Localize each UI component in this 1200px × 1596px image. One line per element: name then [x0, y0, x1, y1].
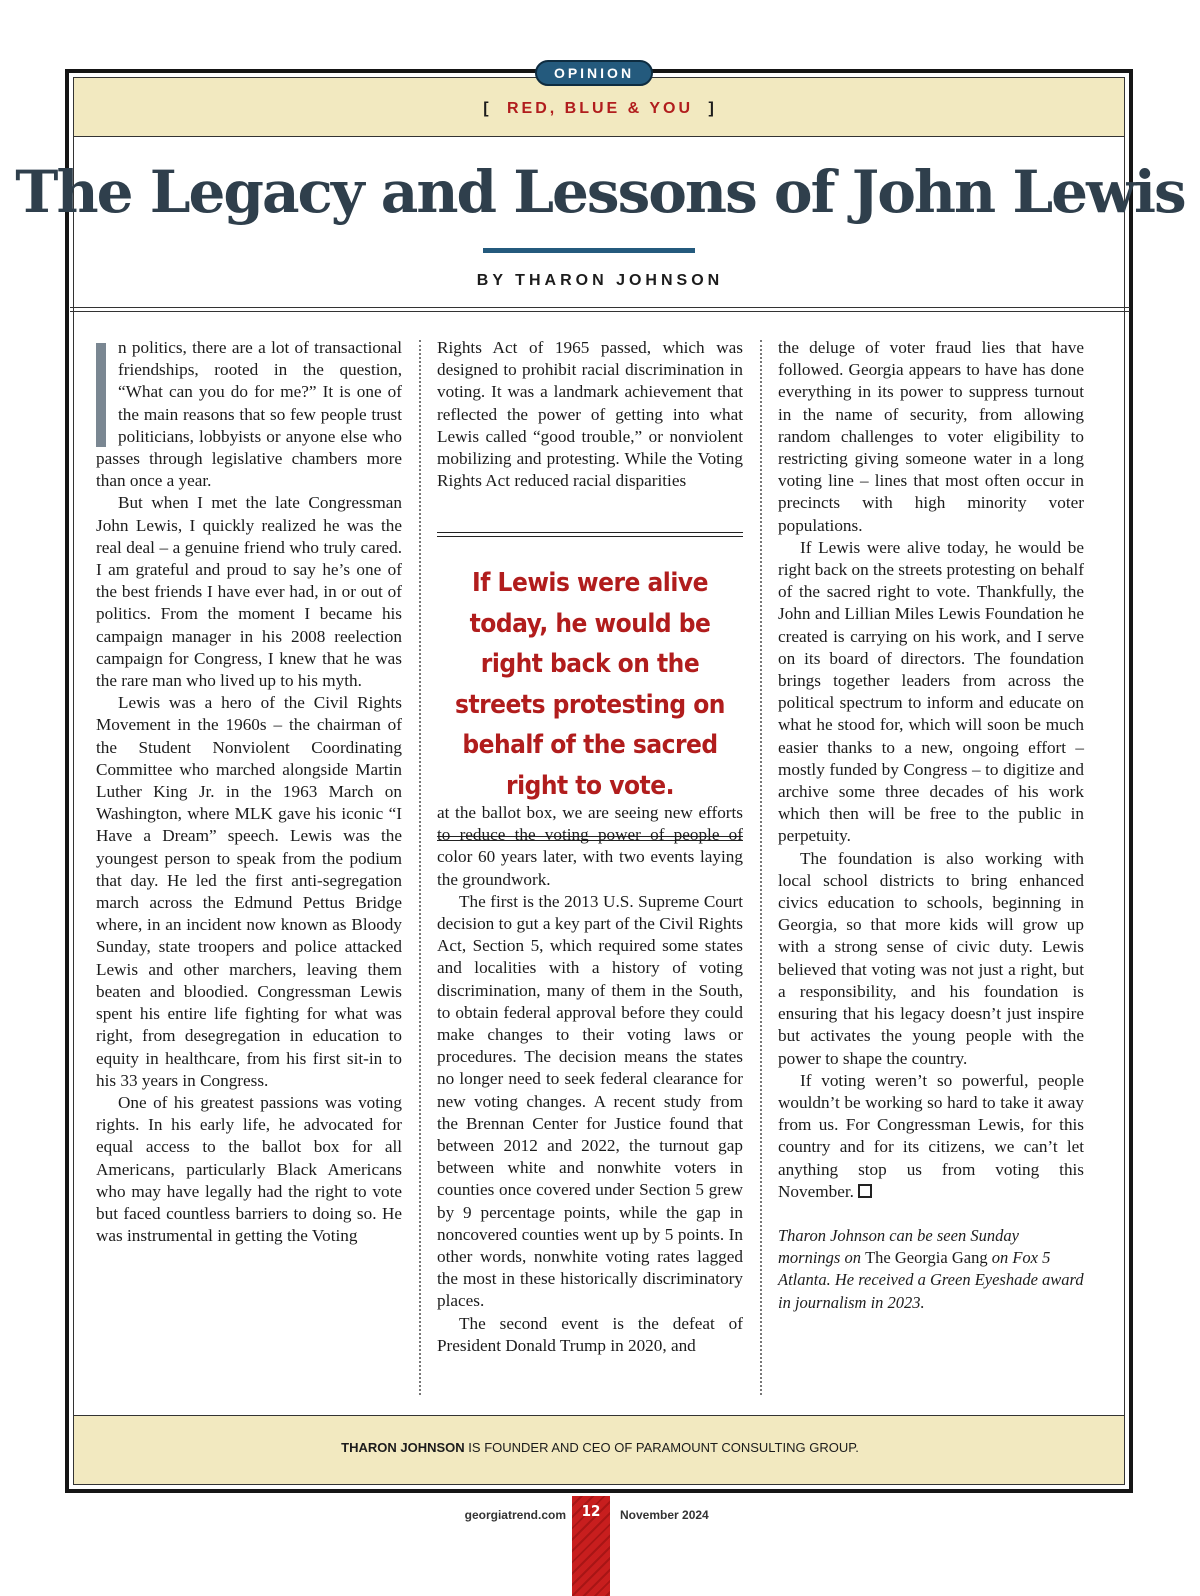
headline-rule: [483, 248, 695, 253]
drop-cap-i: [96, 343, 106, 447]
paragraph: One of his greatest passions was voting rights. In his early life, he advocated for equal access to the ballot box for all Americans, particularly Black Americans who may have legally had the right to vote but faced countless barriers to doing so. He was instrumental in getting the Voting: [96, 1092, 402, 1246]
column-kicker: [0, 100, 1200, 118]
bio-text: on Fox 5 Atlanta. He received a Green Eyeshade award in journalism in 2023.: [778, 1248, 1084, 1312]
paragraph: But when I met the late Congressman John Lewis, I quickly realized he was the real deal – a genuine friend who truly cared. I am grateful and proud to say he’s one of the best friends I have ever had, in or out of politics. From the moment I became his campaign manager in his 2008 reelection campaign for Congress, I knew that he was the rare man who lived up to his myth.: [96, 493, 402, 691]
bio-show-title: The Georgia Gang: [865, 1248, 988, 1268]
author-credit: [0, 1440, 1200, 1455]
paragraph: [778, 1070, 1084, 1203]
pull-quote-box: [437, 532, 743, 841]
bio-text: Tharon Johnson can be seen Sunday mornings on: [778, 1225, 1019, 1268]
author-credit-text: IS FOUNDER AND CEO OF PARAMOUNT CONSULTING GROUP.: [464, 1440, 859, 1455]
column-divider-2: [760, 340, 762, 1395]
article-column-1: [96, 337, 402, 1247]
paragraph: The first is the 2013 U.S. Supreme Court decision to gut a key part of the Civil Rights Act, Section 5, which required some states and localities with a history of voting discrimination, many of them in the South, to obtain federal approval before they could make changes to their voting laws or procedures. The decision means the states no longer need to seek federal clearance for new voting changes. A recent study from the Brennan Center for Justice found that between 2012 and 2022, the turnout gap between white and nonwhite voters in counties once covered under Section 5 grew by 9 percentage points, while the gap in noncovered counties went up by 5 points. In other words, nonwhite voting rates lagged the most in these historically discriminatory places.: [437, 891, 743, 1311]
paragraph-text: n politics, there are a lot of transactional friendships, rooted in the question, “What can you do for me?” It is one of the main reasons that so few people trust politicians, lobbyists or anyone else who passes through legislative chambers more than once a year.: [96, 338, 402, 491]
paragraph-text: If voting weren’t so powerful, people wouldn’t be working so hard to take it away from us. For Congressman Lewis, for this country and for its citizens, we can’t let anything stop us from voting this November.: [778, 1070, 1084, 1201]
kicker-close-bracket: ]: [708, 100, 717, 117]
folio-site: georgiatrend.com: [464, 1508, 566, 1522]
author-bio: [778, 1225, 1084, 1314]
paragraph: Lewis was a hero of the Civil Rights Movement in the 1960s – the chairman of the Student Nonviolent Coordinating Committee who marched alongside Martin Luther King Jr. in the 1963 March on Washington, where MLK gave his iconic “I Have a Dream” speech. Lewis was the youngest person to speak from the podium that day. He led the first anti-segregation march across the Edmund Pettus Bridge where, in an incident now known as Bloody Sunday, state troopers and police attacked Lewis and other marchers, leaving them beaten and bloodied. Congressman Lewis spent his entire life fighting for what was right, from desegregation in education to equity in healthcare, from his first sit-in to his 33 years in Congress.: [96, 693, 402, 1090]
kicker-open-bracket: [: [483, 100, 492, 117]
author-credit-name: THARON JOHNSON: [341, 1440, 465, 1455]
article-column-2-bottom: [437, 802, 743, 1357]
pull-quote: If Lewis were alive today, he would be right back on the streets protesting on behalf of the sacred right to vote.: [455, 568, 725, 801]
header-double-rule: [70, 307, 1130, 312]
byline: BY THARON JOHNSON: [476, 272, 724, 289]
headline: The Legacy and Lessons of John Lewis: [15, 158, 1185, 226]
column-divider-1: [419, 340, 421, 1395]
paragraph: The foundation is also working with local school districts to bring enhanced civics education to schools, beginning in Georgia, so that more kids will grow up with a strong sense of civic duty. Lewis believed that voting was not just a right, but a responsibility, and his foundation is ensuring that his legacy doesn’t just inspire but activates the young people with the power to shape the country.: [778, 848, 1084, 1068]
paragraph: [96, 337, 402, 492]
paragraph: The second event is the defeat of President Donald Trump in 2020, and: [437, 1313, 743, 1355]
folio-date: November 2024: [620, 1508, 709, 1522]
paragraph: Rights Act of 1965 passed, which was designed to prohibit racial discrimination in voting. It was a landmark achievement that reflected the power of getting into what Lewis called “good trouble,” or nonviolent mobilizing and protesting. While the Voting Rights Act reduced racial disparities: [437, 338, 743, 491]
section-label: OPINION: [535, 60, 653, 86]
page-number: 12: [581, 1502, 601, 1520]
article-column-2-top: [437, 337, 743, 492]
article-column-3: [778, 337, 1084, 1314]
paragraph: at the ballot box, we are seeing new efforts to reduce the voting power of people of color 60 years later, with two events laying the groundwork.: [437, 803, 743, 889]
paragraph: the deluge of voter fraud lies that have followed. Georgia appears to have has done everything in its power to suppress turnout in the name of security, from allowing random challenges to voter eligibility to restricting giving someone water in a long voting line – lines that most often occur in precincts with high minority voter populations.: [778, 338, 1084, 535]
end-mark-icon: [858, 1184, 872, 1198]
kicker-text: RED, BLUE & YOU: [506, 100, 694, 117]
paragraph: If Lewis were alive today, he would be right back on the streets protesting on behalf of the sacred right to vote. Thankfully, the John and Lillian Miles Lewis Foundation he created is carrying on his work, and I serve on its board of directors. The foundation brings together leaders from across the political spectrum to inform and educate on what he stood for, which will soon be much easier thanks to a new, ongoing effort – mostly funded by Congress – to digitize and archive some three decades of his work which then will be free to the public in perpetuity.: [778, 537, 1084, 846]
